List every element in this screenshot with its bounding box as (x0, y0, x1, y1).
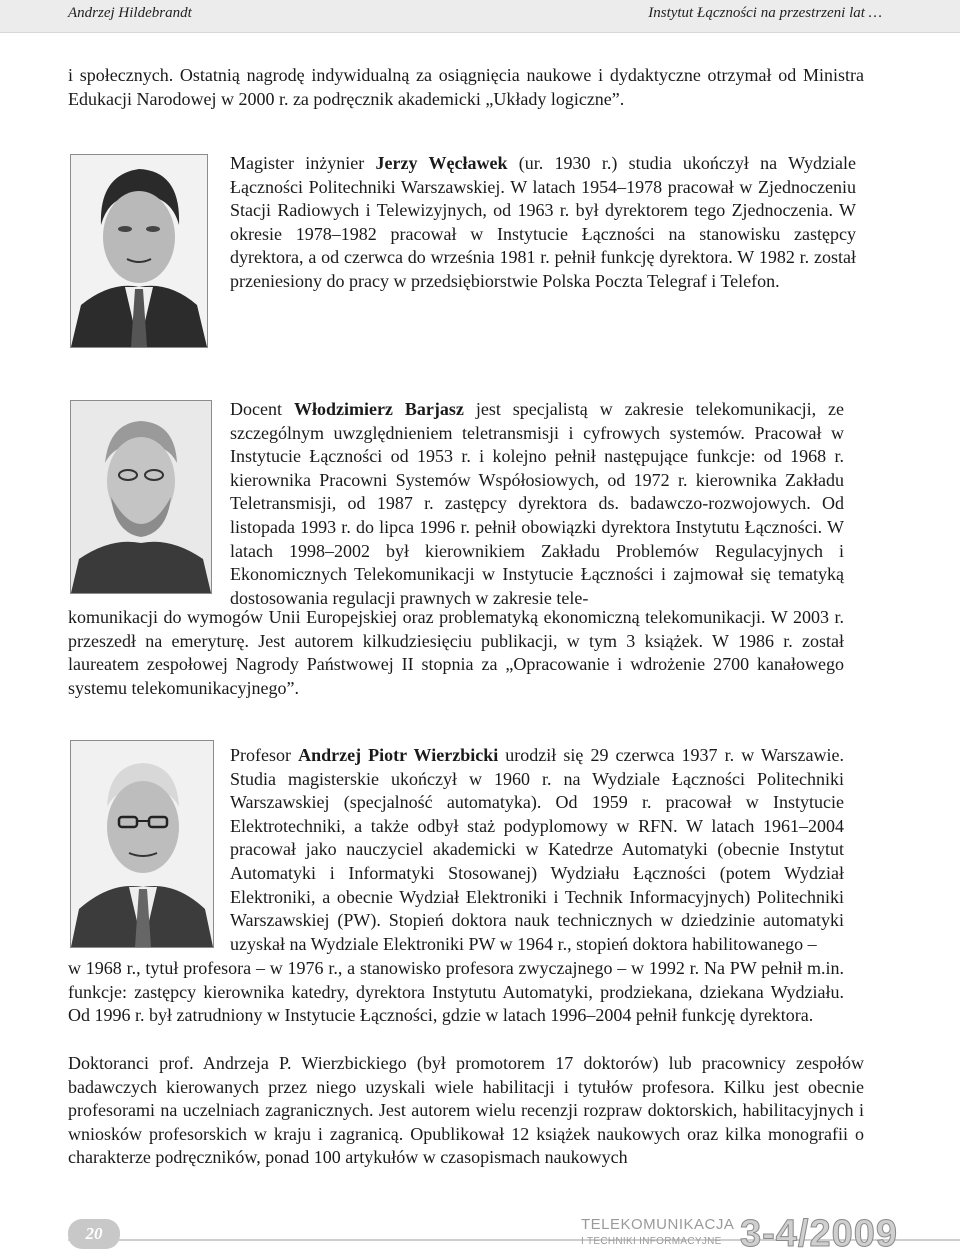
journal-title-line2: I TECHNIKI INFORMACYJNE (581, 1236, 722, 1247)
journal-title-line1: TELEKOMUNIKACJA (581, 1216, 735, 1233)
bio2-lead: Docent (230, 399, 294, 419)
bio3-lead: Profesor (230, 745, 299, 765)
portrait-andrzej-wierzbicki (70, 740, 214, 948)
portrait-wlodzimierz-barjasz (70, 400, 212, 594)
person-name-weclawek: Jerzy Węcławek (375, 153, 508, 173)
portrait-image-3 (71, 741, 213, 947)
bio3-body: urodził się 29 czerwca 1937 r. w Warszawie. Studia magisterskie ukończył w 1960 r. na Wydziale Łączności Politechniki Warszawskiej (specjalność automatyka). Od 1959 r. pracował w Instytucie Elektrotechniki, a także odbył staż podyplomowy w RFN. W latach 1961–2004 pracował jako nauczyciel akademicki w Katedrze Automatyki (obecnie Instytut Automatyki i Informatyki Stosowanej) Wydziału Łączności (potem Wydział Elektroniki, a obecnie Wydział Elektroniki i Technik Informacyjnych) Politechniki Warszawskiej (PW). Stopień doktora nauk technicznych w dziedzinie automatyki uzyskał na Wydziale Elektroniki PW w 1964 r., stopień doktora habilitowanego – (230, 745, 844, 954)
bio1-body: (ur. 1930 r.) studia ukończył na Wydziale Łączności Politechniki Warszawskiej. W latach 1954–1978 pracował w Zjednoczeniu Stacji Radiowych i Telewizyjnych, od 1963 r. był dyrektorem tego Zjednoczenia. W okresie 1978–1982 pracował w Instytucie Łączności na stanowisku zastępcy dyrektora, a od czerwca do września 1981 r. pełnił funkcję dyrektora. W 1982 r. został przeniesiony do pracy w przedsiębiorstwie Polska Poczta Telegraf i Telefon. (230, 153, 856, 291)
bio1-lead: Magister inżynier (230, 153, 376, 173)
bio-barjasz-continued: komunikacji do wymogów Unii Europejskiej oraz problematyką ekonomiczną telekomunikacji. W 2003 r. przeszedł na emeryturę. Jest autorem kilkudziesięciu publikacji, w tym 3 książek. W 1986 r. został laureatem zespołowej Nagrody Państwowej II stopnia za „Opracowanie i wdrożenie 2700 kanałowego systemu telekomunikacyjnego”. (68, 607, 844, 698)
portrait-image-1 (71, 155, 207, 347)
bio-jerzy-weclawek (230, 152, 856, 294)
journal-name (581, 1216, 735, 1248)
header-author: Andrzej Hildebrandt (68, 5, 192, 21)
bio2-body: jest specjalistą w zakresie telekomunikacji, ze szczególnym uwzględnieniem teletransmisji i cyfrowych systemów. Pracował w Instytucie Łączności od 1953 r. i kolejno pełnił następujące funkcje: od 1968 r. kierownika Pracowni Systemów Współosiowych, od 1972 r. kierownika Zakładu Teletransmisji, od 1987 r. zastępcy dyrektora ds. badawczo-rozwojowych. Od listopada 1993 r. do lipca 1996 r. pełnił obowiązki dyrektora Instytutu Łączności. W latach 1998–2002 był kierownikiem Zakładu Problemów Regulacyjnych i Ekonomicznych Telekomunikacji w Instytucie Łączności i zajmował się tematyką dostosowania regulacji prawnych w zakresie tele- (230, 399, 845, 608)
bio-andrzej-wierzbicki (230, 744, 844, 956)
outro-paragraph: Doktoranci prof. Andrzeja P. Wierzbickiego (był promotorem 17 doktorów) lub pracownicy zespołów badawczych kierowanych przez niego uzyskali wiele habilitacji i tytułów profesora. Kilku jest obecnie profesorami na uczelniach zagranicznych. Jest autorem wielu recenzji rozpraw doktorskich, habilitacyjnych i wniosków profesorskich w kraju i zagranicą. Opublikował 12 książek naukowych oraz kilka monografii o charakterze podręczników, ponad 100 artykułów w czasopismach naukowych (68, 1053, 864, 1168)
portrait-jerzy-weclawek (70, 154, 208, 348)
bio-wlodzimierz-barjasz (230, 398, 844, 610)
header-title: Instytut Łączności na przestrzeni lat … (648, 5, 882, 21)
page-number: 20 (68, 1219, 120, 1249)
portrait-image-2 (71, 401, 211, 593)
bio-wierzbicki-continued: w 1968 r., tytuł profesora – w 1976 r., a stanowisko profesora zwyczajnego – w 1992 r. Na PW pełnił m.in. funkcje: zastępcy kierownika katedry, dyrektora Instytutu Automatyki, prodziekana, dziekana Wydziału. Od 1996 r. był zatrudniony w Instytucie Łączności, gdzie w latach 1996–2004 pełnił funkcję dyrektora. (68, 958, 844, 1026)
person-name-wierzbicki: Andrzej Piotr Wierzbicki (298, 745, 499, 765)
person-name-barjasz: Włodzimierz Barjasz (293, 399, 464, 419)
intro-paragraph: i społecznych. Ostatnią nagrodę indywidualną za osiągnięcia naukowe i dydaktyczne otrzymał od Ministra Edukacji Narodowej w 2000 r. za podręcznik akademicki „Układy logiczne”. (68, 65, 864, 109)
running-header (0, 0, 960, 33)
issue-number: 3-4/2009 (740, 1213, 899, 1255)
